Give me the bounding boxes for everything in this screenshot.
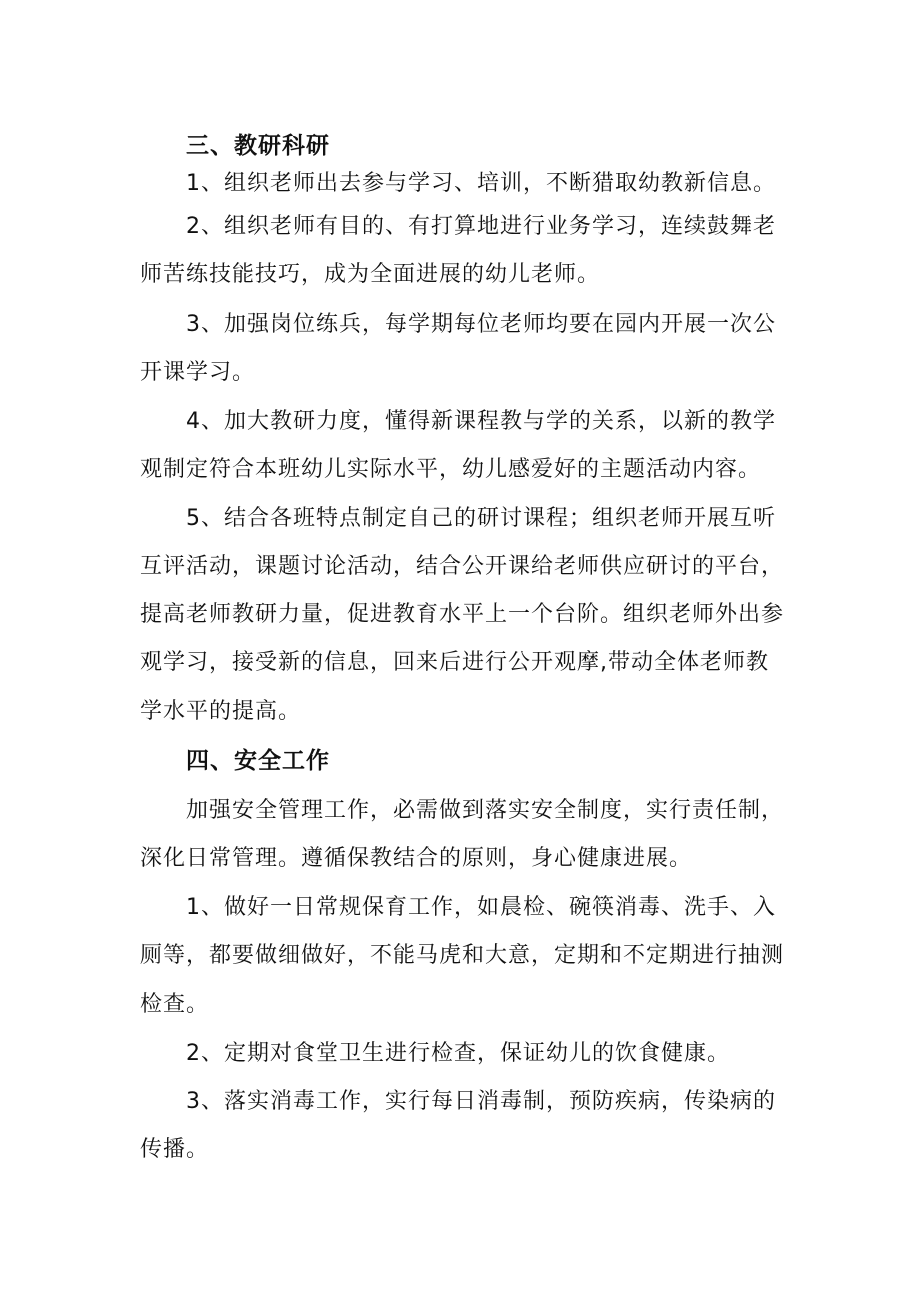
paragraph-line: 厕等，都要做细做好，不能马虎和大意，定期和不定期进行抽测: [140, 943, 785, 968]
paragraph-line: 深化日常管理。遵循保教结合的原则，身心健康进展。: [140, 846, 693, 871]
paragraph-line: 师苦练技能技巧，成为全面进展的幼儿老师。: [140, 262, 601, 287]
paragraph-line: 传播。: [140, 1137, 210, 1162]
paragraph-line: 4、加大教研力度，懂得新课程教与学的关系，以新的教学: [186, 409, 776, 434]
paragraph-line: 观学习，接受新的信息，回来后进行公开观摩,带动全体老师教: [140, 650, 769, 675]
paragraph-line: 3、加强岗位练兵，每学期每位老师均要在园内开展一次公: [186, 312, 776, 337]
section-heading: 三、教研科研: [186, 133, 330, 159]
paragraph-line: 观制定符合本班幼儿实际水平，幼儿感爱好的主题活动内容。: [140, 457, 762, 482]
paragraph-line: 互评活动，课题讨论活动，结合公开课给老师供应研讨的平台，: [140, 554, 785, 579]
paragraph-line: 1、组织老师出去参与学习、培训，不断猎取幼教新信息。: [186, 171, 776, 196]
paragraph-line: 开课学习。: [140, 360, 256, 385]
section-heading: 四、安全工作: [186, 748, 330, 774]
paragraph-line: 3、落实消毒工作，实行每日消毒制，预防疾病，传染病的: [186, 1089, 776, 1114]
paragraph-line: 加强安全管理工作，必需做到落实安全制度，实行责任制，: [186, 798, 785, 823]
paragraph-line: 1、做好一日常规保育工作，如晨检、碗筷消毒、洗手、入: [186, 895, 776, 920]
paragraph-line: 提高老师教研力量，促进教育水平上一个台阶。组织老师外出参: [140, 602, 785, 627]
paragraph-line: 2、组织老师有目的、有打算地进行业务学习，连续鼓舞老: [186, 214, 776, 239]
paragraph-line: 学水平的提高。: [140, 699, 302, 724]
paragraph-line: 5、结合各班特点制定自己的研讨课程；组织老师开展互听: [186, 506, 776, 531]
paragraph-line: 2、定期对食堂卫生进行检查，保证幼儿的饮食健康。: [186, 1041, 730, 1066]
paragraph-line: 检查。: [140, 992, 210, 1017]
